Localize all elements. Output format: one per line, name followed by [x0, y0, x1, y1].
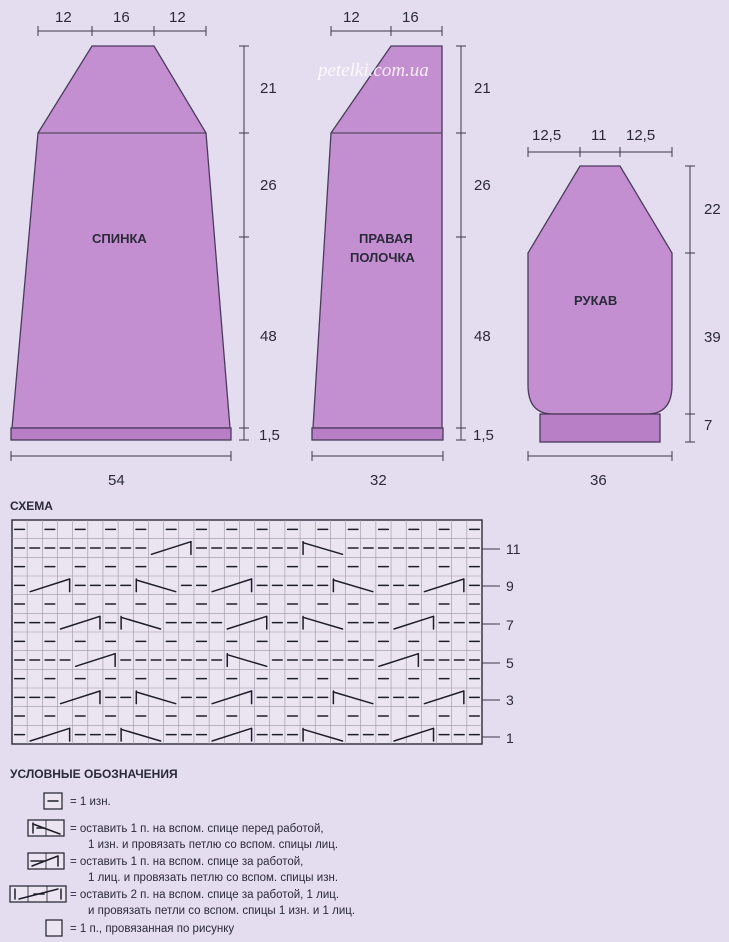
sleeve-top-dim-3: 12,5 [626, 127, 656, 144]
legend-item-empty [46, 920, 234, 936]
legend-text: = оставить 1 п. на вспом. спице за работой, [70, 856, 304, 868]
row-number-5: 5 [506, 655, 514, 671]
back-bottom-dim: 54 [108, 472, 125, 489]
front-top-dim-1: 12 [343, 9, 360, 26]
back-right-dim-3: 48 [260, 328, 277, 345]
back-top-dim-3: 12 [169, 9, 186, 26]
cross-front-symbol-icon [28, 820, 64, 836]
sleeve-right-dim-1: 22 [704, 201, 721, 218]
row-number-1: 1 [506, 730, 514, 746]
legend-text: = оставить 1 п. на вспом. спице перед работой, [70, 823, 324, 835]
sleeve-bottom-dim: 36 [590, 472, 607, 489]
back-hem-band [11, 428, 231, 440]
sleeve-piece [528, 127, 721, 489]
back-label: СПИНКА [92, 231, 147, 246]
front-hem-band [312, 428, 443, 440]
empty-square-symbol-icon [46, 920, 62, 936]
front-right-dim-2: 26 [474, 177, 491, 194]
legend-text: = 1 изн. [70, 796, 111, 808]
legend-text: = оставить 2 п. на вспом. спице за работой, 1 лиц. [70, 889, 340, 901]
front-label-line1: ПРАВАЯ [359, 231, 413, 246]
front-label-line2: ПОЛОЧКА [350, 250, 415, 265]
row-number-11: 11 [506, 541, 521, 557]
sleeve-right-dim-3: 7 [704, 417, 713, 434]
back-right-dim-4: 1,5 [259, 427, 280, 444]
legend-item-cross-back [28, 853, 338, 884]
row-number-9: 9 [506, 578, 514, 594]
cross-back-symbol-icon [28, 853, 64, 869]
right-front-piece [312, 9, 494, 489]
sleeve-body-shape [528, 166, 672, 414]
front-top-dim-2: 16 [402, 9, 419, 26]
front-right-dim-1: 21 [474, 80, 491, 97]
front-bottom-dim: 32 [370, 472, 387, 489]
legend-text: = 1 п., провязанная по рисунку [70, 923, 235, 935]
legend-text: 1 лиц. и провязать петлю со вспом. спицы изн. [88, 872, 339, 884]
sleeve-cuff [540, 414, 660, 442]
front-right-dim-3: 48 [474, 328, 491, 345]
scheme-title: СХЕМА [10, 499, 53, 513]
purl-symbol-icon [44, 793, 62, 809]
front-right-dim-4: 1,5 [473, 427, 494, 444]
sleeve-right-dim-2: 39 [704, 329, 721, 346]
legend-text: и провязать петли со вспом. спицы 1 изн. и 1 лиц. [88, 905, 356, 917]
legend-text: 1 изн. и провязать петлю со вспом. спицы лиц. [88, 839, 339, 851]
sleeve-top-dim-2: 11 [591, 127, 607, 144]
back-right-dim-1: 21 [260, 80, 277, 97]
watermark-top: petelki.com.ua [318, 60, 429, 81]
sleeve-label: РУКАВ [574, 293, 618, 308]
row-number-3: 3 [506, 692, 514, 708]
legend-item-cross-front [28, 820, 338, 851]
cross-back-wide-symbol-icon [10, 886, 66, 902]
sleeve-top-dim-1: 12,5 [532, 127, 562, 144]
row-number-7: 7 [506, 617, 514, 633]
back-right-dim-2: 26 [260, 177, 277, 194]
back-piece [11, 9, 280, 489]
legend-title: УСЛОВНЫЕ ОБОЗНАЧЕНИЯ [10, 767, 178, 781]
legend-item-purl [44, 793, 111, 809]
legend-item-cross-back-wide [10, 886, 355, 917]
back-top-dim-1: 12 [55, 9, 72, 26]
back-top-dim-2: 16 [113, 9, 130, 26]
row-number-leaders [482, 549, 500, 737]
stitch-chart [12, 520, 482, 744]
